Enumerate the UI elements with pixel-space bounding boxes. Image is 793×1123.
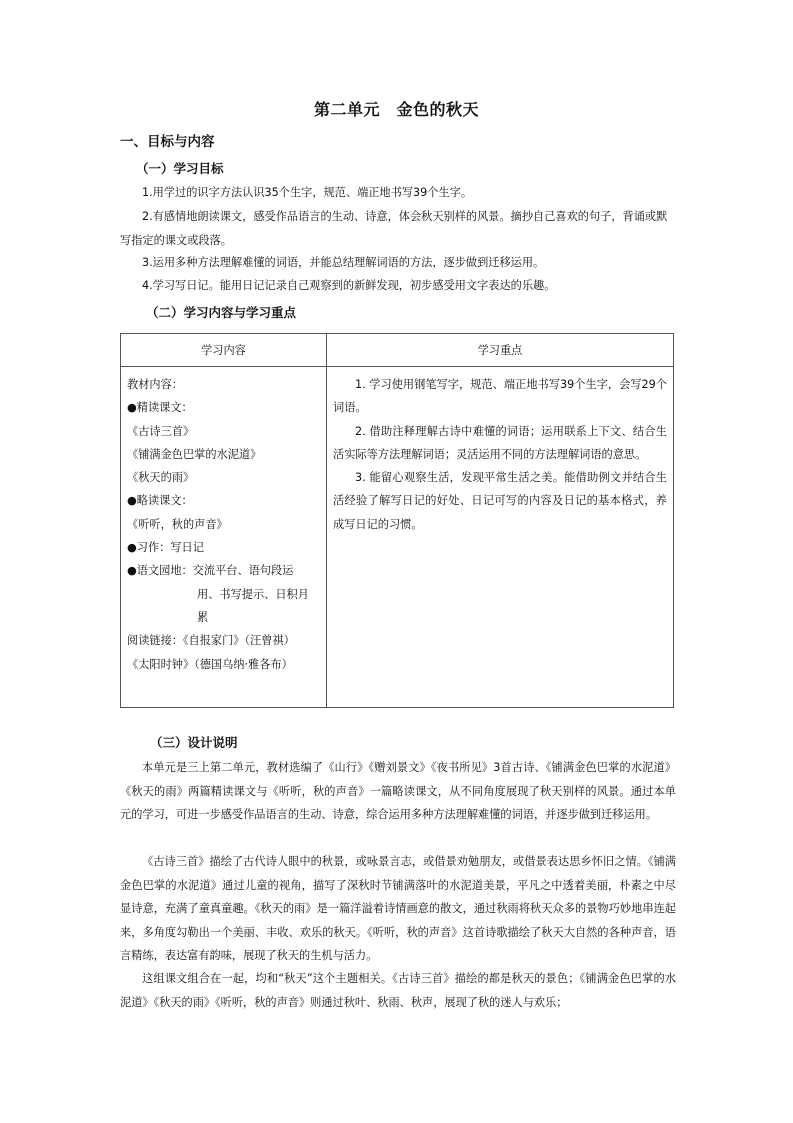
learning-content-cell xyxy=(121,367,327,708)
learning-focus-cell xyxy=(327,367,674,708)
content-line: 累 xyxy=(197,610,209,624)
content-line: ●习作：写日记 xyxy=(127,541,204,555)
content-line: ●语文园地：交流平台、语句段运 xyxy=(127,564,294,578)
subheading-design-notes: （三）设计说明 xyxy=(150,735,238,750)
subheading-learning-goals: （一）学习目标 xyxy=(136,161,224,176)
unit-title: 第二单元 金色的秋天 xyxy=(313,100,479,119)
content-line: 《太阳时钟》（德国乌纳·雅各布） xyxy=(127,657,293,671)
table-header-focus: 学习重点 xyxy=(327,334,674,367)
goal-item-4: 4.学习写日记。能用日记记录自己观察到的新鲜发现，初步感受用文字表达的乐趣。 xyxy=(142,279,556,292)
content-line: 《铺满金色巴掌的水泥道》 xyxy=(127,447,262,461)
content-line: 教材内容： xyxy=(127,378,183,391)
content-line: 用、书写提示、日积月 xyxy=(197,587,309,601)
content-line: ●精读课文： xyxy=(127,401,193,415)
table-header-content: 学习内容 xyxy=(121,334,327,367)
design-paragraph-1: 本单元是三上第二单元，教材选编了《山行》《赠刘景文》《夜书所见》3首古诗、《铺满金色巴掌的水泥道》《秋天的雨》两篇精读课文与《听听，秋的声音》一篇略读课文，从不同角度展现了秋天别样的风景。通过本单元的学习，可进一步感受作品语言的生动、诗意，综合运用多种方法理解难懂的词语，并逐步做到迁移运用。 xyxy=(120,761,676,821)
content-line: ●略读课文： xyxy=(127,494,193,508)
goal-item-1: 1.用学过的识字方法认识35个生字，规范、端正地书写39个生字。 xyxy=(142,186,473,199)
design-paragraph-3: 这组课文组合在一起，均和“秋天”这个主题相关。《古诗三首》描绘的都是秋天的景色；《铺满金色巴掌的水泥道》《秋天的雨》《听听，秋的声音》则通过秋叶、秋雨、秋声，展现了秋的迷人与欢乐； xyxy=(120,972,676,1009)
content-line: 阅读链接：《自报家门》（汪曾祺） xyxy=(127,634,295,648)
focus-item-3: 3. 能留心观察生活，发现平常生活之美。能借助例文并结合生活经验了解写日记的好处、日记可写的内容及日记的基本格式，养成写日记的习惯。 xyxy=(333,471,667,531)
focus-item-1: 1. 学习使用钢笔写字，规范、端正地书写39个生字，会写29个词语。 xyxy=(333,378,667,415)
goal-item-3: 3.运用多种方法理解难懂的词语，并能总结理解词语的方法，逐步做到迁移运用。 xyxy=(142,256,545,269)
content-line: 《古诗三首》 xyxy=(127,424,195,438)
content-line: 《听听，秋的声音》 xyxy=(127,517,228,531)
design-paragraph-2: 《古诗三首》描绘了古代诗人眼中的秋景，或咏景言志，或借景劝勉朋友，或借景表达思乡怀旧之情。《铺满金色巴掌的水泥道》通过儿童的视角，描写了深秋时节铺满落叶的水泥道美景，平凡之中透着美丽，朴素之中尽显诗意，充满了童真童趣。《秋天的雨》是一篇洋溢着诗情画意的散文，通过秋雨将秋天众多的景物巧妙地串连起来，多角度勾勒出一个美丽、丰收、欢乐的秋天。《听听，秋的声音》这首诗歌描绘了秋天大自然的各种声音，语言精练，表达富有韵味，展现了秋天的生机与活力。 xyxy=(120,855,676,962)
focus-item-2: 2. 借助注释理解古诗中难懂的词语；运用联系上下文、结合生活实际等方法理解词语；灵活运用不同的方法理解词语的意思。 xyxy=(333,424,667,461)
section-heading-goals: 一、目标与内容 xyxy=(120,134,215,150)
content-line: 《秋天的雨》 xyxy=(127,471,195,485)
content-focus-table xyxy=(120,333,674,708)
goal-item-2: 2.有感情地朗读课文，感受作品语言的生动、诗意，体会秋天别样的风景。摘抄自己喜欢的句子，背诵或默写指定的课文或段落。 xyxy=(120,210,668,247)
subheading-content-focus: （二）学习内容与学习重点 xyxy=(146,305,297,320)
